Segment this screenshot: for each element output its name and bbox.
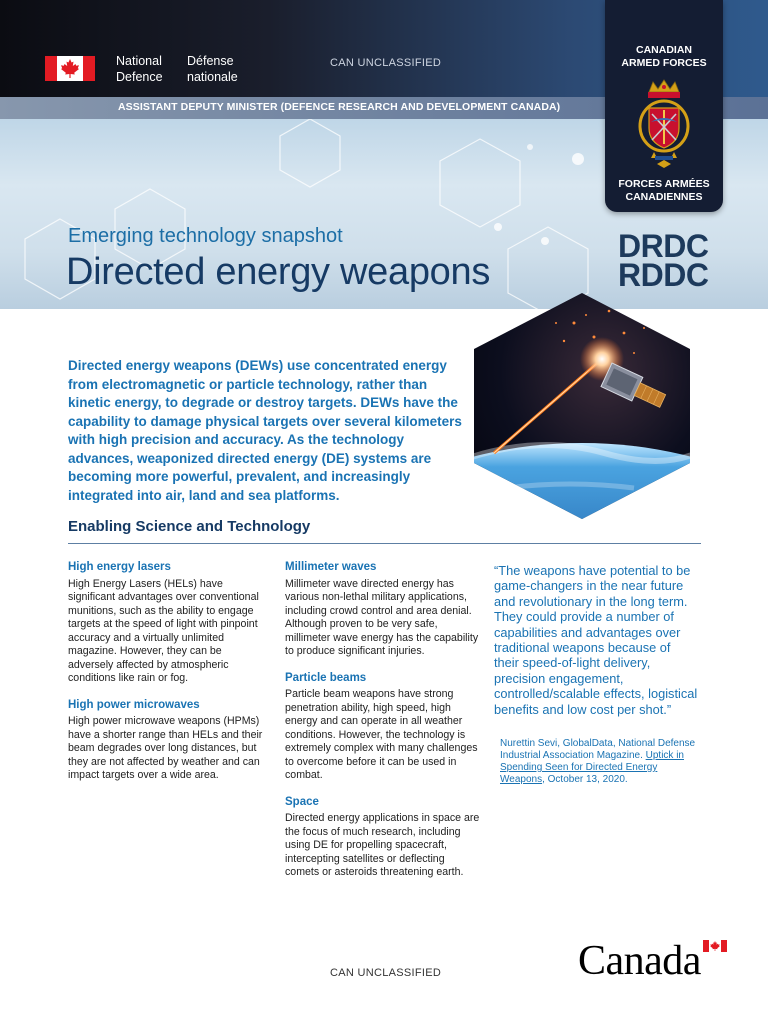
intro-paragraph: Directed energy weapons (DEWs) use concentrated energy from electromagnetic or particle technology, rather than kinetic energy, to degrade or destroy targets. DEWs have the capability to damage physical targets over several kilometers with high precision and accuracy. As the technology advances, weaponized directed energy (DE) systems are becoming more powerful, prevalent, and increasingly integrated into air, land and sea platforms. [68,358,462,503]
department-name-fr: Défense nationale [187,54,238,84]
classification-top: CAN UNCLASSIFIED [330,57,442,69]
body-high-energy-lasers: High Energy Lasers (HELs) have significant advantages over conventional munitions, such as the ability to engage targets at the speed of light with pinpoint accuracy and a virtually unlimited magazine. However, they can be adversely affected by atmospheric conditions like rain or fog. [68,577,259,684]
page-title: Directed energy weapons [66,251,491,293]
heading-millimeter-waves: Millimeter waves [285,561,377,573]
heading-high-power-microwaves: High power microwaves [68,698,200,711]
caf-crest-icon [627,78,701,170]
column-1 [68,561,264,796]
pull-quote: “The weapons have potential to be game-changers in the near future and revolutionary in the long term. They could provide a number of capabilities and advantages over traditional weapons because of their speed-of-light delivery, precision engagement, controlled/scalable effects, logistical benefits and low cost per shot.” [494,563,698,717]
wordmark-flag-icon [703,940,727,952]
drdc-logo [618,228,709,293]
department-name-en: National Defence [116,54,163,84]
satellite-laser-image [474,293,690,519]
caf-name-fr: FORCES ARMÉES CANADIENNES [618,178,710,203]
heading-particle-beams: Particle beams [285,671,367,684]
caf-badge [605,0,723,212]
drdc-logo-line2: RDDC [618,257,709,293]
page-subtitle: Emerging technology snapshot [68,225,343,247]
body-particle-beams: Particle beam weapons have strong penetration ability, high speed, high energy and can operate in all weather conditions. However, the technology is extremely complex with many challenges to overcome before it can be used in combat. [285,688,478,781]
adm-line: ASSISTANT DEPUTY MINISTER (DEFENCE RESEARCH AND DEVELOPMENT CANADA) [118,101,561,113]
section-heading: Enabling Science and Technology [68,518,311,535]
caf-name-en: CANADIAN ARMED FORCES [621,44,707,69]
column-2 [285,561,481,893]
heading-high-energy-lasers: High energy lasers [68,561,171,573]
article-link[interactable]: Uptick in Spending Seen for Directed Energy Weapons [500,750,684,785]
canada-flag-icon [45,56,95,81]
quote-attribution [500,738,700,786]
canada-wordmark: Canada [578,938,701,984]
body-high-power-microwaves: High power microwave weapons (HPMs) have a shorter range than HELs and their beam degrades over long distances, but they are not affected by weather and can impact targets over a wide area. [68,715,263,781]
classification-bottom: CAN UNCLASSIFIED [330,967,442,979]
drdc-logo-line1: DRDC [618,228,709,264]
quote-source: Nurettin Sevi, GlobalData, National Defense Industrial Association Magazine. [500,738,696,761]
body-millimeter-waves: Millimeter wave directed energy has various non-lethal military applications, including crowd control and area denial. Although proven to be very safe, millimeter wave energy has the capability to produce significant injuries. [285,577,479,657]
heading-space: Space [285,795,319,808]
quote-date: , October 13, 2020. [542,774,628,785]
body-space: Directed energy applications in space are the focus of much research, including using DE for propelling spacecraft, intercepting satellites or deflecting comets or asteroids threatening earth. [285,812,480,878]
section-divider [68,543,701,544]
